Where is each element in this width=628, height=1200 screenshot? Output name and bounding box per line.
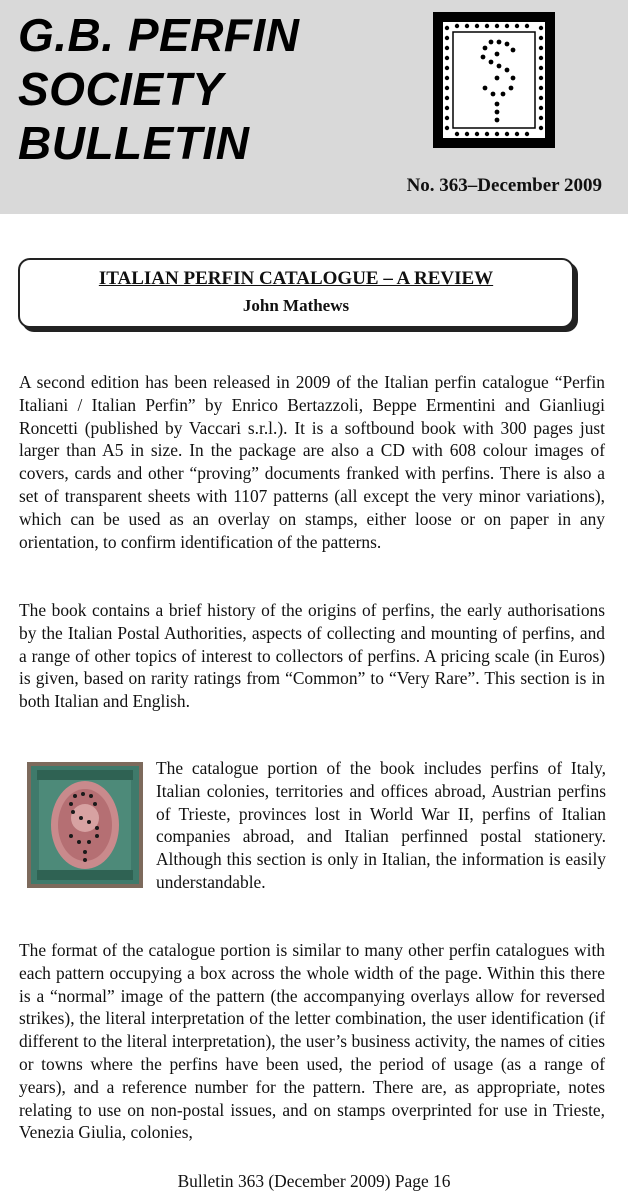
italian-perfin-stamp-image (27, 762, 143, 888)
perforated-stamp-logo (433, 12, 555, 148)
article-title: ITALIAN PERFIN CATALOGUE – A REVIEW (98, 268, 494, 289)
paragraph-2: The book contains a brief history of the origins of perfins, the early authorisations by the Italian Postal Authorities, aspects of collecting and mounting of perfins, and a range of other topics of interest to collectors of perfins. A pricing scale (in Euros) is given, based on rarity ratings from “Common” to “Very Rare”. This section is in both Italian and English. (19, 600, 605, 712)
issue-label: No. 363–December 2009 (406, 175, 602, 196)
article-author: John Mathews (242, 296, 350, 315)
publication-title (18, 8, 300, 170)
title-line-2: SOCIETY (18, 63, 224, 115)
society-logo (433, 12, 555, 148)
masthead-banner (0, 0, 628, 214)
title-line-3: BULLETIN (18, 117, 250, 169)
article-title-box (18, 258, 574, 328)
title-line-1: G.B. PERFIN (18, 9, 300, 61)
paragraph-3: The catalogue portion of the book includes perfins of Italy, Italian colonies, territories and offices abroad, Austrian perfins of Trieste, provinces lost in World War II, perfins of Italian companies abroad, and Italian perfinned postal stationery. Although this section is only in Italian, the information is easily understandable. (156, 758, 606, 892)
stamp-illustration (27, 762, 143, 888)
page-footer: Bulletin 363 (December 2009) Page 16 (177, 1171, 451, 1191)
paragraph-1: A second edition has been released in 2009 of the Italian perfin catalogue “Perfin Italiani / Italian Perfin” by Enrico Bertazzoli, Beppe Ermentini and Gianliugi Roncetti (published by Vaccari s.r.l.). It is a softbound book with 300 pages just larger than A5 in size. In the package are also a CD with 608 colour images of covers, cards and other “proving” documents franked with perfins. There is also a set of transparent sheets with 1107 patterns (all except the very minor variations), which can be used as an overlay on stamps, either loose or on paper in any orientation, to confirm identification of the patterns. (19, 372, 605, 552)
paragraph-4: The format of the catalogue portion is similar to many other perfin catalogues with each pattern occupying a box across the whole width of the page. Within this there is a “normal” image of the pattern (the accompanying overlays allow for reversed strikes), the literal interpretation of the letter combination, the user identification (if different to the literal interpretation), the user’s business activity, the names of cities or towns where the perfins have been used, the period of usage (as a range of years), and a reference number for the pattern. There are, as appropriate, notes relating to use on non-postal issues, and on stamps overprinted for use in Trieste, Venezia Giulia, colonies, (19, 940, 605, 1143)
